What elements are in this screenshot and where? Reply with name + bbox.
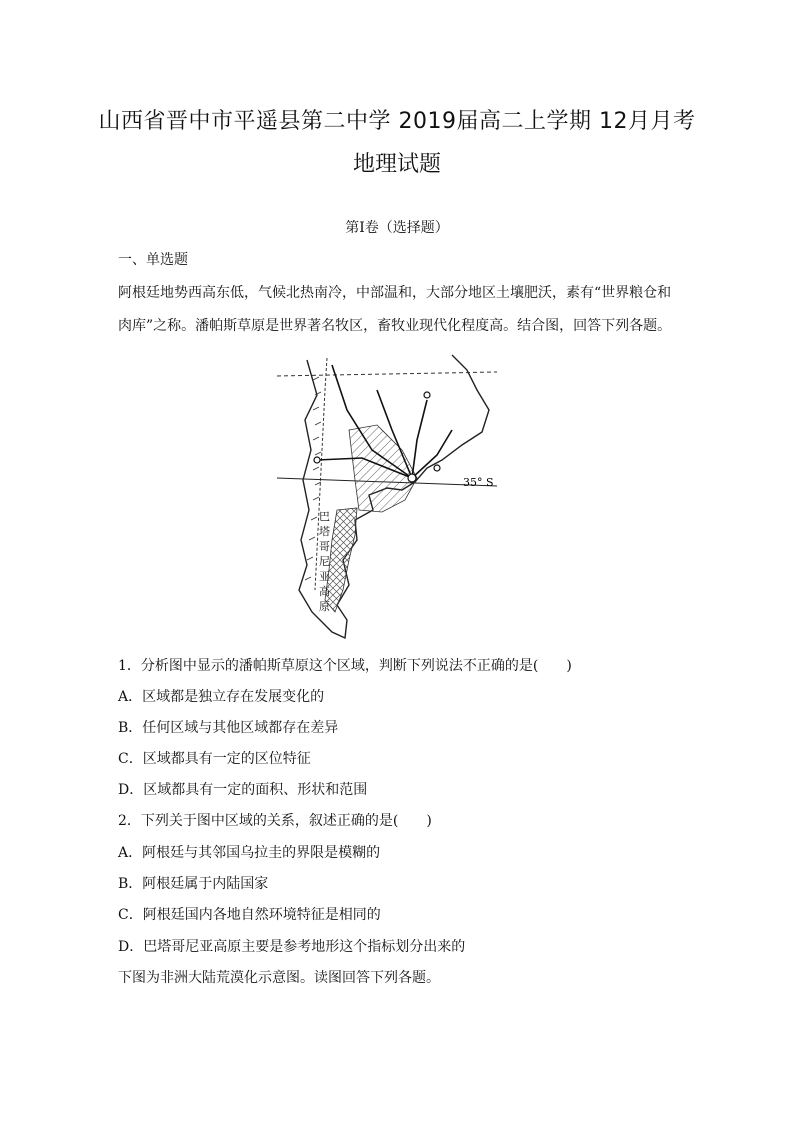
question-1-stem: 1．分析图中显示的潘帕斯草原这个区域，判断下列说法不正确的是( ): [118, 658, 572, 674]
latitude-label: 35° S: [463, 476, 494, 489]
plateau-char: 巴: [319, 510, 330, 523]
section-title: 第Ⅰ卷（选择题）: [345, 220, 449, 236]
plateau-char: 亚: [319, 570, 330, 583]
plateau-char: 高: [319, 585, 330, 598]
plateau-char: 原: [319, 600, 330, 613]
pampas-region: [349, 425, 417, 512]
part-heading: 一、单选题: [118, 252, 188, 268]
question-2-option-a: A．阿根廷与其邻国乌拉圭的界限是模糊的: [118, 845, 381, 861]
plateau-char: 哥: [319, 540, 330, 553]
question-1-option-a: A．区域都是独立存在发展变化的: [118, 689, 325, 705]
question-2-stem: 2．下列关于图中区域的关系，叙述正确的是( ): [118, 813, 432, 829]
city-marker: [314, 457, 320, 463]
next-intro: 下图为非洲大陆荒漠化示意图。读图回答下列各题。: [118, 970, 440, 986]
question-1-option-c: C．区域都具有一定的区位特征: [118, 751, 311, 767]
question-1-option-d: D．区域都具有一定的面积、形状和范围: [118, 782, 368, 798]
intro-line-1: 阿根廷地势西高东低，气候北热南冷，中部温和，大部分地区土壤肥沃，素有“世界粮仓和: [118, 285, 672, 301]
title-line-1: 山西省晋中市平遥县第二中学 2019届高二上学期 12月月考: [98, 109, 696, 134]
city-marker: [408, 474, 416, 482]
plateau-char: 塔: [319, 525, 330, 538]
question-2-option-b: B．阿根廷属于内陆国家: [118, 876, 269, 892]
city-marker: [434, 465, 440, 471]
city-marker: [424, 392, 430, 398]
question-2-option-c: C．阿根廷国内各地自然环境特征是相同的: [118, 907, 381, 923]
intro-line-2: 肉库”之称。潘帕斯草原是世界著名牧区，畜牧业现代化程度高。结合图，回答下列各题。: [118, 318, 672, 334]
argentina-map: [277, 350, 497, 640]
plateau-char: 尼: [319, 555, 330, 568]
title-line-2: 地理试题: [352, 152, 441, 177]
question-2-option-d: D．巴塔哥尼亚高原主要是参考地形这个指标划分出来的: [118, 939, 466, 955]
question-1-option-b: B．任何区域与其他区域都存在差异: [118, 720, 339, 736]
